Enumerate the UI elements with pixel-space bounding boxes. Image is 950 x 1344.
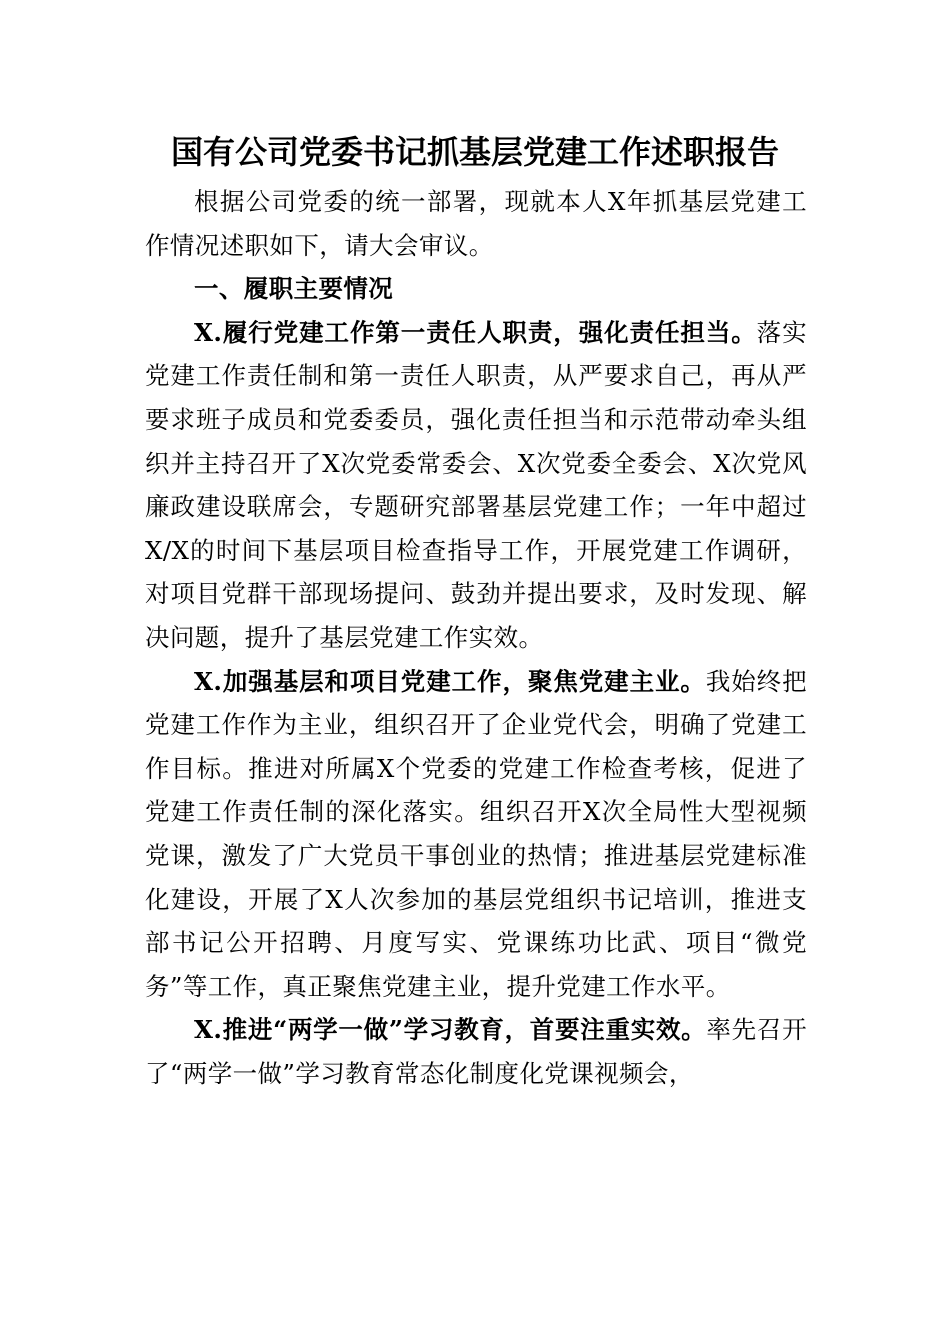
intro-paragraph: 根据公司党委的统一部署，现就本人X年抓基层党建工作情况述职如下，请大会审议。 (145, 187, 807, 260)
paragraph-2 (145, 660, 807, 1009)
paragraph-3 (145, 1008, 807, 1095)
paragraph-3-body: 率先召开了“两学一做”学习教育常态化制度化党课视频会， (145, 1015, 807, 1088)
paragraph-1 (145, 311, 807, 660)
paragraph-1-body: 落实党建工作责任制和第一责任人职责，从严要求自己，再从严要求班子成员和党委委员，强化责任担当和示范带动牵头组织并主持召开了X次党委常委会、X次党委全委会、X次党风廉政建设联席会，专题研究部署基层党建工作；一年中超过X/X的时间下基层项目检查指导工作，开展党建工作调研，对项目党群干部现场提问、鼓劲并提出要求，及时发现、解决问题，提升了基层党建工作实效。 (145, 317, 807, 652)
paragraph-1-lead: X.履行党建工作第一责任人职责，强化责任担当。 (194, 317, 757, 347)
document-body (145, 180, 807, 1095)
section-heading: 一、履职主要情况 (194, 274, 394, 304)
document-title: 国有公司党委书记抓基层党建工作述职报告 (170, 133, 779, 171)
paragraph-2-lead: X.加强基层和项目党建工作，聚焦党建主业。 (194, 666, 706, 696)
paragraph-2-body: 我始终把党建工作作为主业，组织召开了企业党代会，明确了党建工作目标。推进对所属X个党委的党建工作检查考核，促进了党建工作责任制的深化落实。组织召开X次全局性大型视频党课，激发了广大党员干事创业的热情；推进基层党建标准化建设，开展了X人次参加的基层党组织书记培训，推进支部书记公开招聘、月度写实、党课练功比武、项目“微党务”等工作，真正聚焦党建主业，提升党建工作水平。 (145, 666, 808, 1001)
paragraph-3-lead: X.推进“两学一做”学习教育，首要注重实效。 (194, 1015, 707, 1045)
